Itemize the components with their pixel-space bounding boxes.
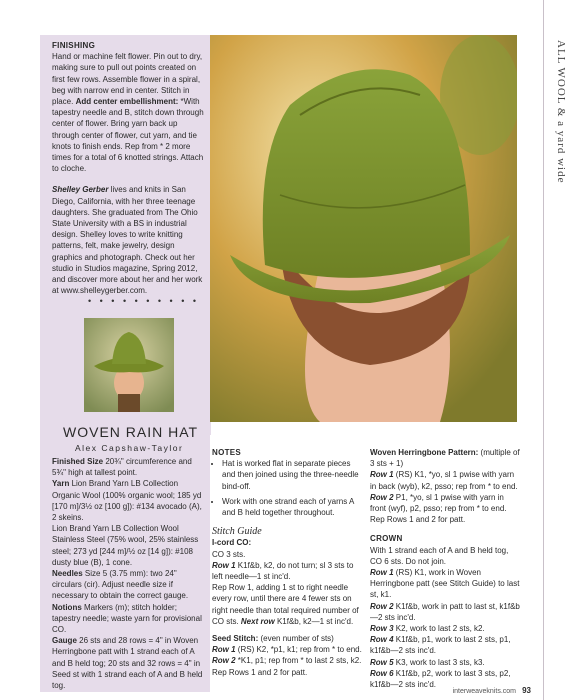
notes-item: • Hat is worked flat in separate pieces and then joined using the three-needle bind-off.: [222, 458, 362, 492]
crown-section: [370, 447, 520, 690]
yarn-value: Lion Brand Yarn LB Collection Organic Wool (100% organic wool; 185 yd [170 m]/3½ oz [100 g]): #134 avocado (A), 2 skeins.: [52, 479, 202, 523]
finishing-text-2: *With tapestry needle and B, stitch down through center of flower. Bring yarn back up through center of flower, cut yarn, and tie knots to finish ends. Rep from * 2 more times for a total of 6 knotted strings. Attach to cloche.: [52, 97, 204, 174]
divider-dots: • • • • • • • • • •: [88, 296, 200, 306]
finishing-text: Hand or machine felt flower. Pin out to dry, making sure to pull out points created on first few rows. Assemble flower in a spiral, beg with narrow end in center. Stitch in place.: [52, 52, 203, 107]
hat-illustration: [210, 35, 517, 422]
herringbone-sub: (multiple of 3 sts + 1): [370, 448, 520, 469]
crown-row-text: K1f&b, work in patt to last st, k1f&b—2 sts inc'd.: [370, 601, 520, 622]
footer-url: interweaveknits.com: [452, 688, 516, 695]
rep-text: Rep Row 1, adding 1 st to right needle every row, until there are 4 fewer sts on right needle than total required number of CO sts.: [212, 583, 359, 626]
notions-label: Notions: [52, 602, 82, 612]
herringbone-row1-label: Row 1: [370, 470, 394, 480]
crown-row-label: Row 4: [370, 635, 394, 645]
seed-label: Seed Stitch:: [212, 634, 259, 644]
seed-rep: Rep Rows 1 and 2 for patt.: [212, 667, 308, 677]
herringbone-rep: Rep Rows 1 and 2 for patt.: [370, 515, 466, 525]
seed-row2-text: *K1, p1; rep from * to last 2 sts, k2.: [237, 656, 362, 666]
hat-photo: [210, 35, 517, 422]
notes-list: [212, 458, 362, 518]
crown-row-label: Row 5: [370, 657, 394, 667]
herringbone-row2-text: P1, *yo, sl 1 pwise with yarn in front (wyf), p2, psso; rep from * to end.: [370, 492, 507, 514]
notes-item: • Work with one strand each of yarns A and B held together throughout.: [222, 496, 362, 518]
finishing-heading: FINISHING: [52, 41, 96, 50]
herringbone-label: Woven Herringbone Pattern:: [370, 448, 479, 457]
seed-row2-label: Row 2: [212, 656, 236, 666]
side-rule: [543, 0, 544, 700]
next-row-label: Next row: [240, 616, 275, 626]
finished-label: Finished Size: [52, 457, 104, 466]
finishing-section: [52, 40, 204, 302]
notes-heading: NOTES: [212, 448, 242, 457]
herringbone-row2-label: Row 2: [370, 492, 394, 502]
crown-row-text: K2, work to last 2 sts, k2.: [395, 624, 485, 634]
notes-section: [212, 447, 362, 678]
thumbnail-photo: [84, 318, 174, 412]
needles-value: Size 5 (3.75 mm): two 24" circulars (cir). Adjust needle size if necessary to obtain the correct gauge.: [52, 569, 189, 601]
specs-section: [52, 456, 207, 691]
herringbone-row1-text: (RS) K1, *yo, sl 1 pwise with yarn in back (wyb), k2, psso; rep from * to end.: [370, 470, 518, 491]
crown-row-text: K1f&b, p1, work to last 2 sts, p1, k1f&b—2 sts inc'd.: [370, 635, 511, 656]
page-number: 93: [522, 686, 531, 695]
pattern-title: WOVEN RAIN HAT: [63, 424, 199, 440]
notions-value: Markers (m); stitch holder; tapestry needle; waste yarn for provisional CO.: [52, 602, 202, 635]
crown-row-text: (RS) K1, work in Woven Herringbone patt (see Stitch Guide) to last st, k1.: [370, 568, 520, 600]
crown-row-label: Row 1: [370, 568, 394, 578]
seed-row1-text: (RS) K2, *p1, k1; rep from * to end.: [237, 645, 362, 655]
thumbnail-illustration: [84, 318, 174, 412]
bio-text: lives and knits in San Diego, California, with her three teenage daughters. She graduated from The Ohio State University with a BS in industrial design. Shelley loves to write knitting patterns, felt, make jewelry, design graphics and photograph. Check out her studio in Studios magazine, Spring 2012, and discover more about her and her work at www.shelleygerber.com.: [52, 185, 203, 296]
crown-intro: With 1 strand each of A and B held tog, CO 6 sts. Do not join.: [370, 545, 509, 566]
yarn-label: Yarn: [52, 479, 70, 489]
crown-row-label: Row 6: [370, 668, 394, 678]
stitch-guide-heading: Stitch Guide: [212, 526, 262, 538]
finishing-bold: Add center embellishment:: [75, 97, 179, 107]
row1-text: K1f&b, k2, do not turn; sl 3 sts to left needle—1 st inc'd.: [212, 560, 354, 582]
yarn-value-2: Lion Brand Yarn LB Collection Wool Stainless Steel (75% wool, 25% stainless steel; 273 yd [244 m]/½ oz [14 g]): #108 dusty blue (B), 1 cone.: [52, 524, 199, 567]
running-head: ALL WOOL & a yard wide: [555, 40, 567, 184]
gauge-value: 26 sts and 28 rows = 4" in Woven Herringbone patt with 1 strand each of A and B held tog; 20 sts and 32 rows = 4" in Seed st with 1 strand each of A and B held tog.: [52, 636, 203, 691]
row1-label: Row 1: [212, 560, 236, 570]
crown-row-text: K1f&b, p2, work to last 3 sts, p2, k1f&b—2 sts inc'd.: [370, 668, 511, 690]
finished-value: 20¾" circumference and 5¾" high at tallest point.: [52, 457, 192, 478]
seed-sub: (even number of sts): [260, 634, 334, 644]
bio-name: Shelley Gerber: [52, 185, 109, 195]
crown-row-label: Row 3: [370, 624, 394, 634]
seed-row1-label: Row 1: [212, 645, 236, 655]
icord-co: CO 3 sts.: [212, 549, 246, 559]
icord-label: I-cord CO:: [212, 538, 252, 548]
crown-row-label: Row 2: [370, 601, 394, 611]
needles-label: Needles: [52, 569, 83, 579]
next-row-text: K1f&b, k2—1 st inc'd.: [276, 616, 354, 626]
pattern-author: Alex Capshaw-Taylor: [75, 443, 184, 453]
crown-row-text: K3, work to last 3 sts, k3.: [395, 657, 485, 667]
crown-heading: CROWN: [370, 534, 403, 544]
gauge-label: Gauge: [52, 636, 77, 646]
